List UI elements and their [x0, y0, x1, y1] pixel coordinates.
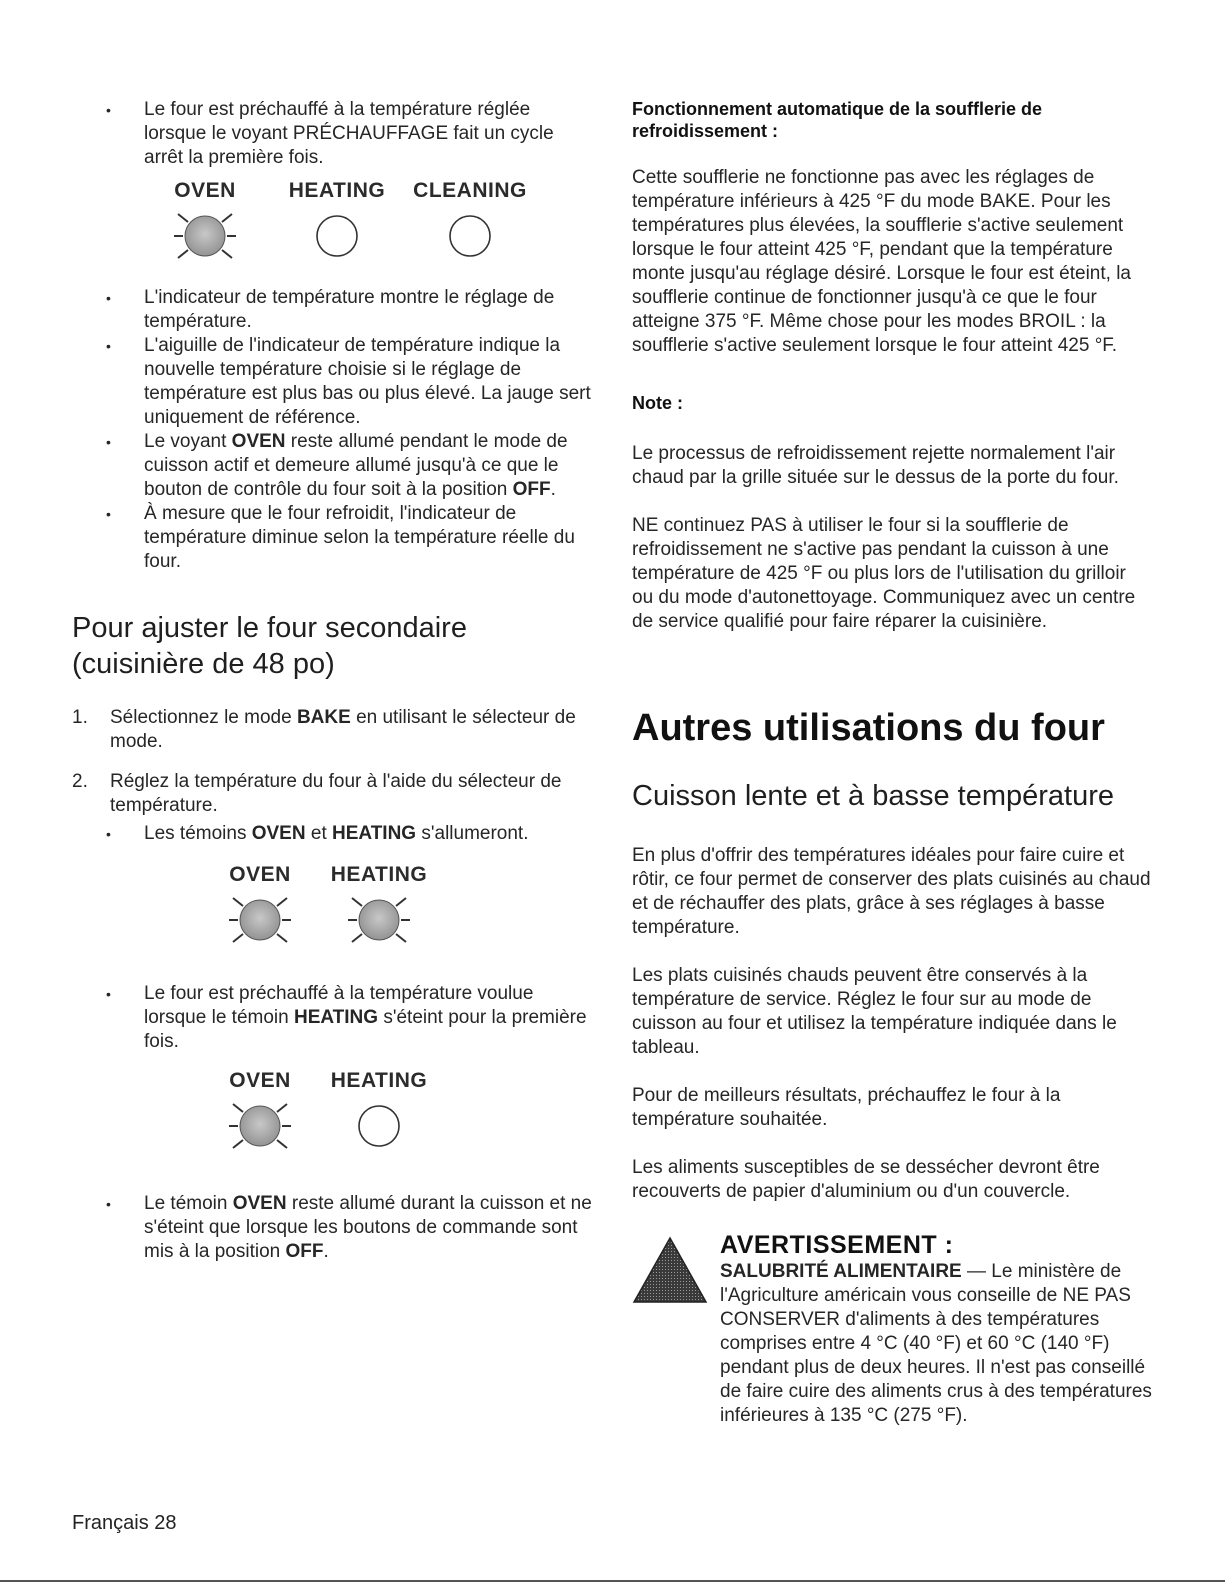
oven-indicator — [220, 1068, 300, 1158]
warning-title: AVERTISSEMENT : — [720, 1231, 954, 1259]
light-on-icon — [344, 888, 414, 952]
paragraph: Les plats cuisinés chauds peuvent être conservés à la température de service. Réglez le four sur au mode de cuisson au four et utilisez la température indiquée dans le tableau. — [632, 965, 1117, 1058]
indicator-lights-row — [220, 862, 592, 952]
indicator-label: HEATING — [288, 179, 386, 202]
steps-list — [72, 706, 592, 818]
heating-indicator — [328, 862, 430, 952]
bullet-list — [72, 1192, 592, 1264]
section-heading: Pour ajuster le four secondaire (cuisinière de 48 po) — [72, 612, 467, 680]
light-on-icon — [225, 888, 295, 952]
heating-indicator — [328, 1068, 430, 1158]
fan-heading: Fonctionnement automatique de la soufflerie de refroidissement : — [632, 99, 1043, 141]
indicator-label: OVEN — [174, 179, 236, 202]
indicator-label: HEATING — [330, 863, 428, 886]
cleaning-indicator — [414, 178, 526, 268]
bullet-list — [72, 286, 592, 574]
bullet-list — [72, 982, 592, 1054]
paragraph: Pour de meilleurs résultats, préchauffez le four à la température souhaitée. — [632, 1085, 1061, 1130]
heating-indicator — [286, 178, 388, 268]
list-item: • À mesure que le four refroidit, l'indicateur de température diminue selon la température réelle du four. — [72, 502, 592, 574]
light-off-icon — [435, 204, 505, 268]
oven-indicator — [220, 862, 300, 952]
note-paragraph: Le processus de refroidissement rejette normalement l'air chaud par la grille située sur le dessus de la porte du four. — [632, 443, 1119, 488]
step-item: 1. Sélectionnez le mode BAKE en utilisant le sélecteur de mode. — [72, 707, 576, 752]
step-item: 2. Réglez la température du four à l'aide du sélecteur de température. — [72, 771, 562, 816]
indicator-label: OVEN — [229, 863, 291, 886]
note-paragraph: NE continuez PAS à utiliser le four si la soufflerie de refroidissement ne s'active pas pendant la cuisson à une température de 425 °F ou plus lors de l'utilisation du grilloir ou du mode d'autonettoyage. Communiquez avec un centre de service qualifié pour faire réparer la cuisinière. — [632, 515, 1136, 632]
paragraph: Les aliments susceptibles de se dessécher devront être recouverts de papier d'aluminium ou d'un couvercle. — [632, 1157, 1100, 1202]
light-off-icon — [344, 1094, 414, 1158]
indicator-lights-row — [160, 178, 592, 268]
oven-indicator — [160, 178, 250, 268]
list-item: • Le four est préchauffé à la température voulue lorsque le témoin HEATING s'éteint pour la première fois. — [72, 982, 592, 1054]
indicator-label: CLEANING — [413, 179, 527, 202]
page-section-title: Autres utilisations du four — [632, 707, 1105, 749]
warning-text: SALUBRITÉ ALIMENTAIRE — Le ministère de l'Agriculture américain vous conseille de NE PAS CONSERVER d'aliments à des températures comprises entre 4 °C (40 °F) et 60 °C (140 °F) pendant plus de deux heures. Il n'est pas conseillé de faire cuire des aliments crus à des températures inférieures à 135 °C (275 °F). — [720, 1261, 1152, 1426]
fan-paragraph: Cette soufflerie ne fonctionne pas avec les réglages de température inférieurs à 425 °F du mode BAKE. Pour les températures plus élevées, la soufflerie s'active seulement lorsque le four atteint 425 °F, pendant que la température monte jusqu'au réglage désiré. Lorsque le four est éteint, la soufflerie continue de fonctionner jusqu'à ce que le four atteigne 375 °F. Même chose pour les modes BROIL : la soufflerie s'active seulement lorsque le four atteint 425 °F. — [632, 167, 1131, 356]
list-item: • Le four est préchauffé à la température réglée lorsque le voyant PRÉCHAUFFAGE fait un cycle arrêt la première fois. — [72, 98, 592, 170]
list-item: • L'aiguille de l'indicateur de température indique la nouvelle température choisie si le réglage de température est plus bas ou plus élevé. La jauge sert uniquement de référence. — [72, 334, 592, 430]
bullet-list — [72, 822, 592, 846]
left-column — [72, 98, 592, 1264]
warning-box — [632, 1230, 1152, 1428]
paragraph: En plus d'offrir des températures idéales pour faire cuire et rôtir, ce four permet de conserver des plats cuisinés au chaud et de réchauffer des plats, grâce à ses réglages à basse température. — [632, 845, 1151, 938]
bottom-rule — [0, 1580, 1225, 1582]
indicator-lights-row — [220, 1068, 592, 1158]
page-footer: Français 28 — [72, 1512, 177, 1534]
light-on-icon — [170, 204, 240, 268]
light-on-icon — [225, 1094, 295, 1158]
note-heading: Note : — [632, 393, 683, 413]
indicator-label: HEATING — [330, 1069, 428, 1092]
light-off-icon — [302, 204, 372, 268]
indicator-label: OVEN — [229, 1069, 291, 1092]
bullet-list — [72, 98, 592, 170]
warning-triangle-icon — [632, 1236, 708, 1304]
list-item: • L'indicateur de température montre le réglage de température. — [72, 286, 592, 334]
right-column — [632, 98, 1152, 1428]
section-heading: Cuisson lente et à basse température — [632, 780, 1114, 812]
list-item: • Le voyant OVEN reste allumé pendant le mode de cuisson actif et demeure allumé jusqu'à ce que le bouton de contrôle du four soit à la position OFF. — [72, 430, 592, 502]
list-item: • Les témoins OVEN et HEATING s'allumeront. — [72, 822, 592, 846]
list-item: • Le témoin OVEN reste allumé durant la cuisson et ne s'éteint que lorsque les boutons de commande sont mis à la position OFF. — [72, 1192, 592, 1264]
